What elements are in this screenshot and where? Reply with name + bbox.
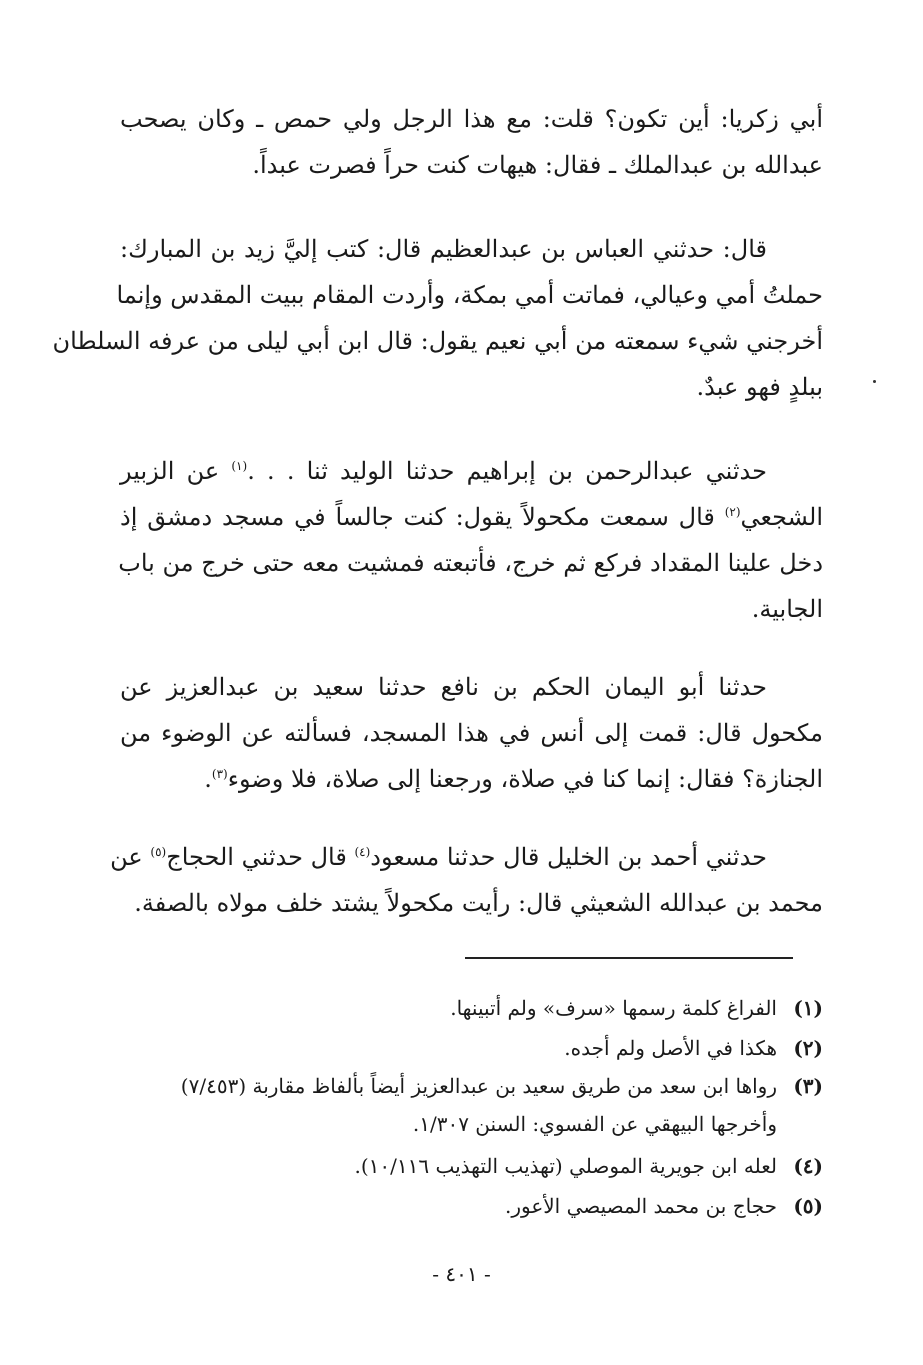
p3-line1 bbox=[120, 448, 823, 494]
p1-line2: عبدالله بن عبدالملك ـ فقال: هيهات كنت حراً فصرت عبداً. bbox=[252, 151, 823, 179]
p3-line1-text: حدثني عبدالرحمن بن إبراهيم حدثنا الوليد ثنا . . . bbox=[247, 457, 767, 485]
footnote-5-number: (٥) bbox=[793, 1194, 823, 1218]
footnote-3 bbox=[100, 1068, 823, 1104]
footnote-5-text: حجاج بن محمد المصيصي الأعور. bbox=[504, 1194, 777, 1218]
p5-line1 bbox=[110, 834, 823, 880]
p3-line4: الجابية. bbox=[751, 595, 823, 623]
footnote-2-text: هكذا في الأصل ولم أجده. bbox=[564, 1036, 777, 1060]
p4-line2: مكحول قال: قمت إلى أنس في هذا المسجد، فسألته عن الوضوء من bbox=[120, 719, 824, 747]
footnote-2 bbox=[100, 1030, 823, 1066]
p4-line3-text: الجنازة؟ فقال: إنما كنا في صلاة، ورجعنا إلى صلاة، فلا وضوء bbox=[227, 765, 823, 793]
footnote-mark-2: (٢) bbox=[724, 505, 741, 519]
p2-line3: أخرجني شيء سمعته من أبي نعيم يقول: قال ابن أبي ليلى من عرفه السلطان bbox=[52, 327, 823, 355]
p2-line2: حملتُ أمي وعيالي، فماتت أمي بمكة، وأردت المقام ببيت المقدس وإنما bbox=[116, 281, 823, 309]
p3-line2-text: الشجعي bbox=[740, 503, 823, 531]
footnote-mark-5: (٥) bbox=[150, 845, 167, 859]
footnote-mark-1: (١) bbox=[231, 459, 248, 473]
p4-line1: حدثنا أبو اليمان الحكم بن نافع حدثنا سعيد بن عبدالعزيز عن bbox=[120, 673, 767, 701]
footnote-mark-4: (٤) bbox=[354, 845, 371, 859]
footnote-3-text: رواها ابن سعد من طريق سعيد بن عبدالعزيز أيضاً بألفاظ مقاربة (٧/٤٥٣) bbox=[180, 1074, 777, 1098]
footnote-1-text: الفراغ كلمة رسمها «سرف» ولم أتبينها. bbox=[450, 996, 777, 1020]
footnote-4-number: (٤) bbox=[793, 1154, 823, 1178]
footnote-2-number: (٢) bbox=[793, 1036, 823, 1060]
footnote-3-continuation: وأخرجها البيهقي عن الفسوي: السنن ١/٣٠٧. bbox=[412, 1112, 777, 1136]
footnote-separator bbox=[465, 957, 793, 959]
page-number: - ٤٠١ - bbox=[432, 1262, 491, 1286]
margin-dot bbox=[873, 380, 876, 383]
p5-line1-tail: عن bbox=[110, 843, 143, 871]
p4-line3: الجنازة؟ فقال: إنما كنا في صلاة، ورجعنا إلى صلاة، فلا وضوء$^{(٣)}$. bbox=[204, 765, 823, 793]
p2-line1: قال: حدثني العباس بن عبدالعظيم قال: كتب إليَّ زيد بن المبارك: bbox=[120, 235, 767, 263]
p3-line3: دخل علينا المقداد فركع ثم خرج، فأتبعته فمشيت معه حتى خرج من باب bbox=[118, 549, 823, 577]
p5-line2: محمد بن عبدالله الشعيثي قال: رأيت مكحولاً يشتد خلف مولاه بالصفة. bbox=[134, 889, 823, 917]
footnote-1 bbox=[100, 990, 823, 1026]
p1-line1: أبي زكريا: أين تكون؟ قلت: مع هذا الرجل ولي حمص ـ وكان يصحب bbox=[120, 105, 823, 133]
p5-line1-mid: قال حدثني الحجاج bbox=[166, 843, 347, 871]
footnote-4 bbox=[100, 1148, 823, 1184]
p3-line1-tail: عن الزبير bbox=[120, 457, 220, 485]
p3-line2-tail: قال سمعت مكحولاً يقول: كنت جالساً في مسجد دمشق إذ bbox=[120, 503, 715, 531]
footnote-1-number: (١) bbox=[793, 996, 823, 1020]
p5-line1-text: حدثني أحمد بن الخليل قال حدثنا مسعود bbox=[370, 843, 767, 871]
p2-line4: ببلدٍ فهو عبدٌ. bbox=[696, 373, 823, 401]
footnote-3-number: (٣) bbox=[793, 1074, 823, 1098]
footnote-4-text: لعله ابن جويرية الموصلي (تهذيب التهذيب ١٠/١١٦). bbox=[354, 1154, 777, 1178]
p3-line2 bbox=[120, 494, 823, 540]
footnote-mark-3: (٣) bbox=[211, 767, 228, 781]
footnote-5 bbox=[100, 1188, 823, 1224]
